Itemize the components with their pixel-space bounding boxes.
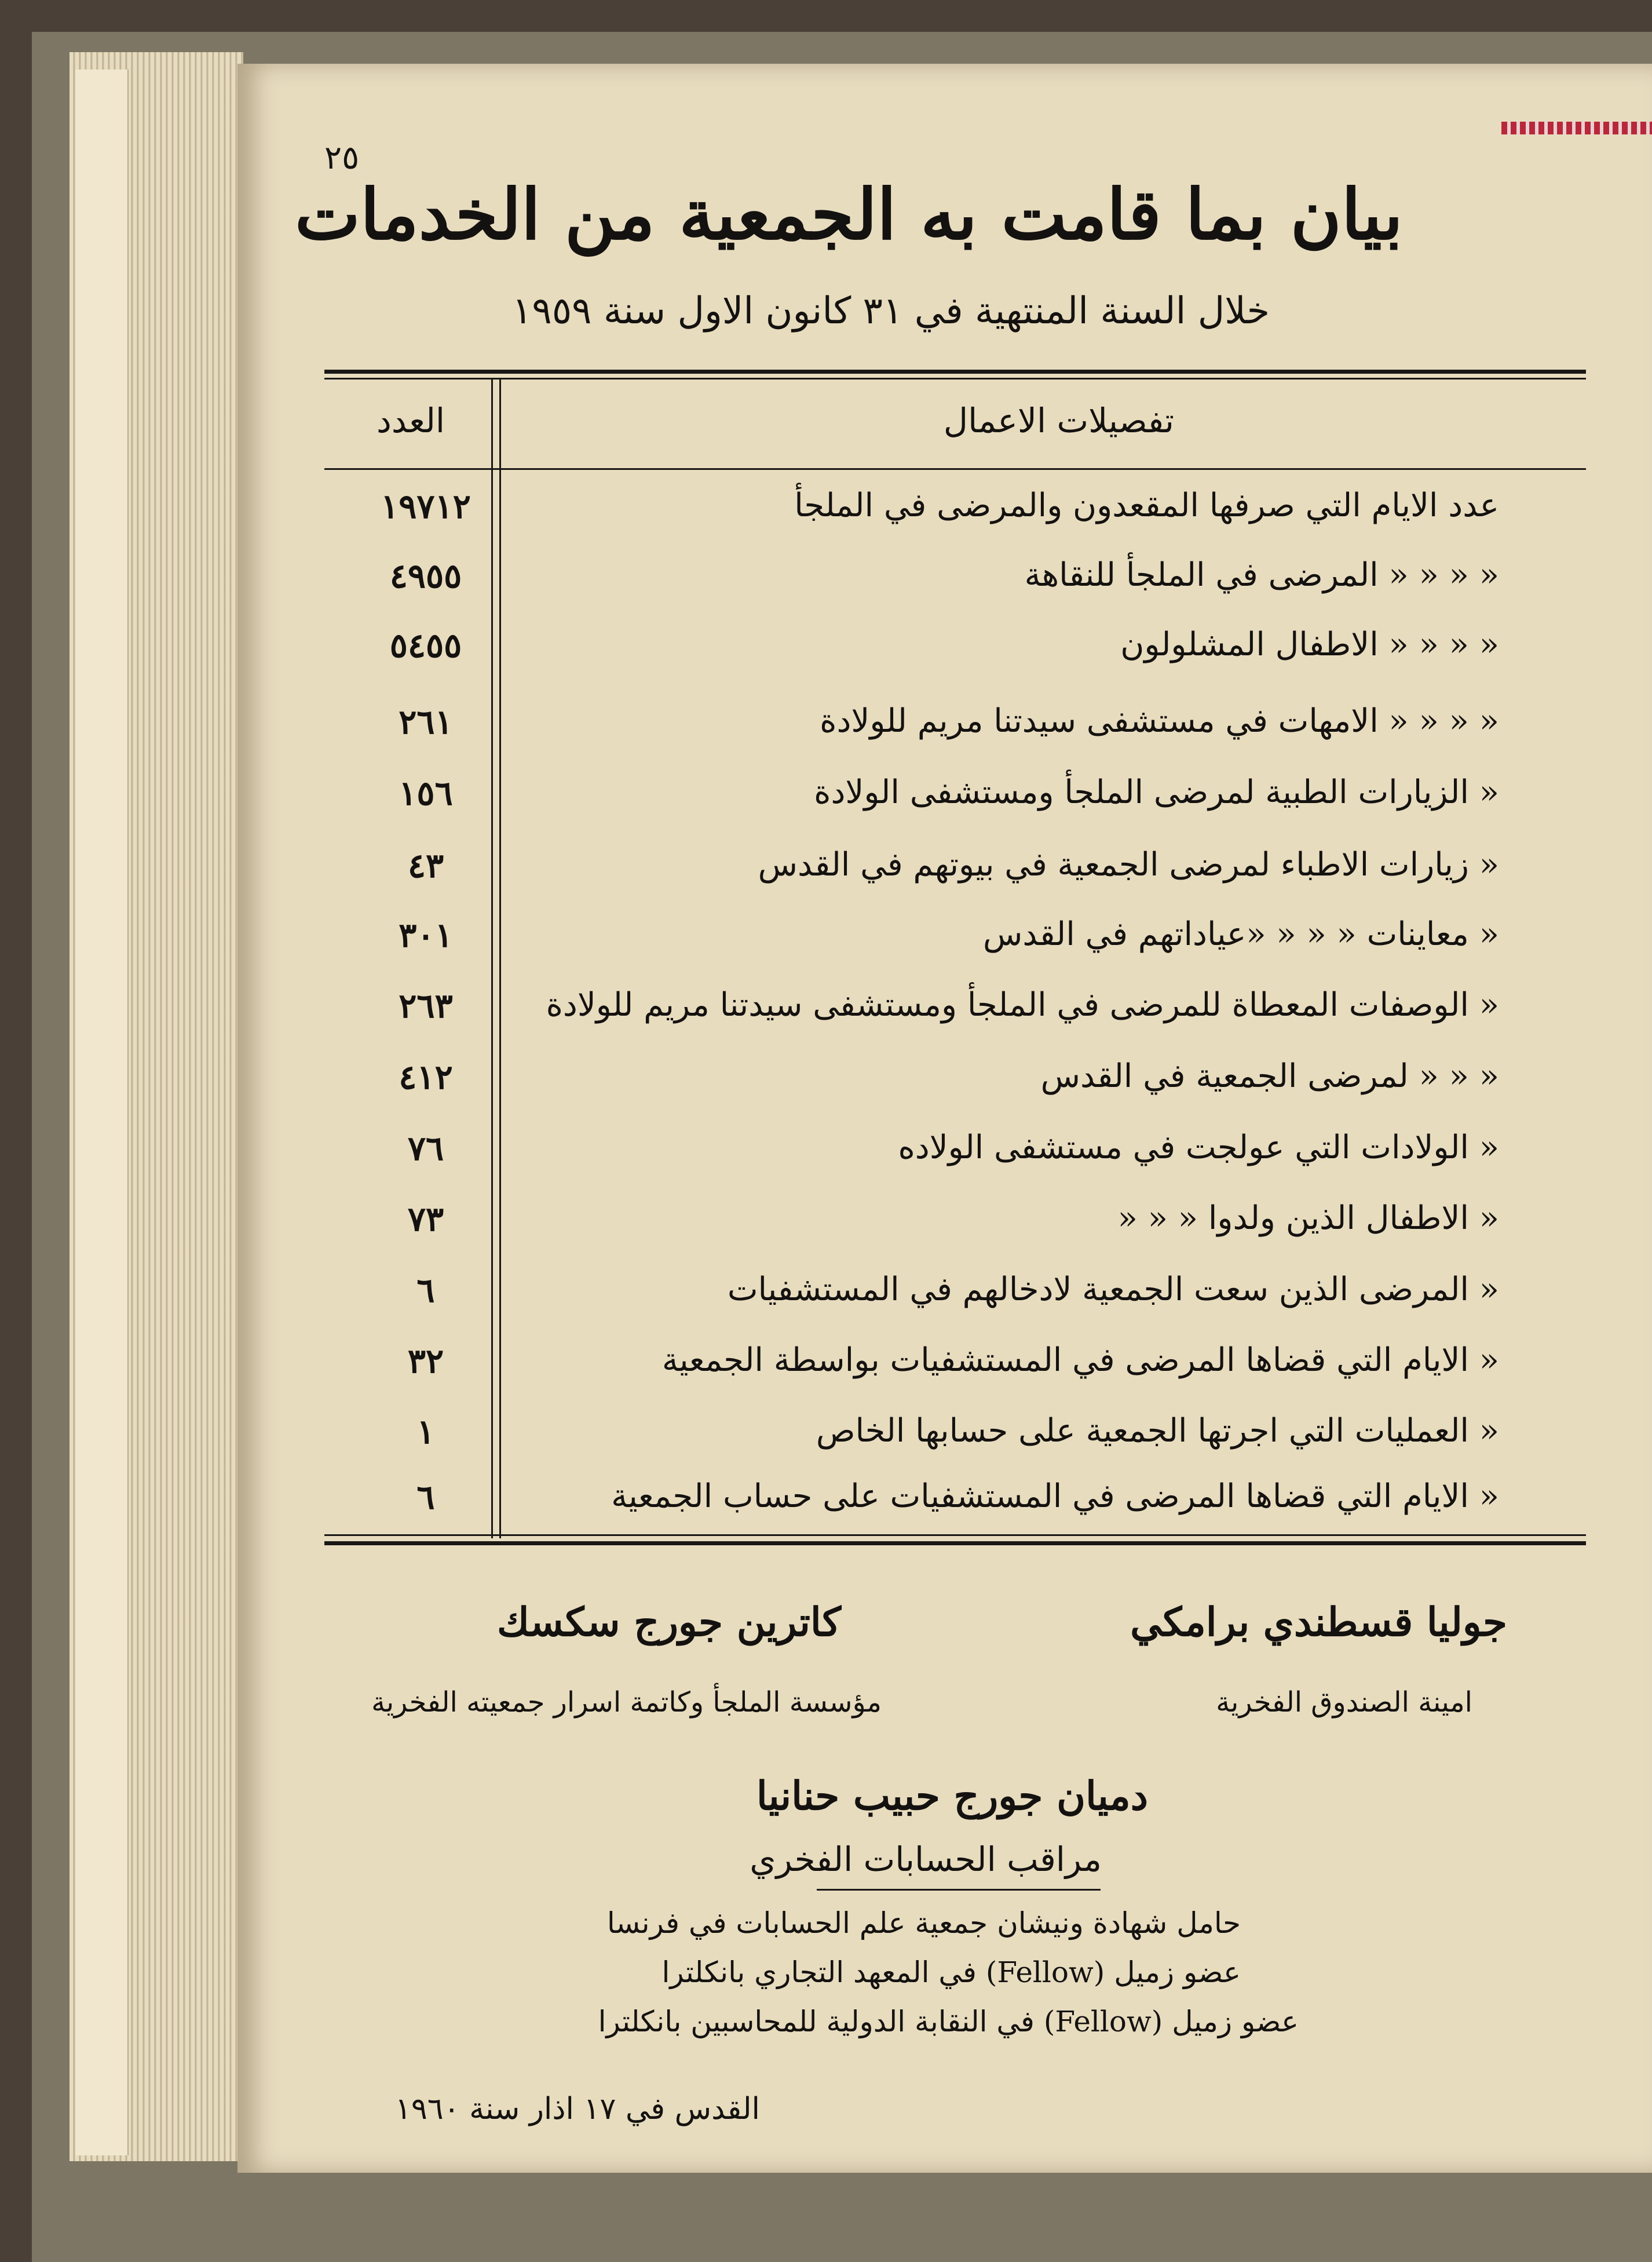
row-description: « الايام التي قضاها المرضى في المستشفيات على حساب الجمعية bbox=[611, 1477, 1499, 1515]
auditor-credential: عضو زميل (Fellow) في المعهد التجاري بانكلترا bbox=[661, 1955, 1241, 1989]
row-description: « « « « المرضى في الملجأ للنقاهة bbox=[1024, 556, 1499, 594]
page-edge-strip bbox=[75, 70, 129, 2155]
table-top-rule bbox=[324, 370, 1586, 374]
row-count: ١٩٧١٢ bbox=[381, 487, 471, 526]
row-count: ٤١٢ bbox=[399, 1057, 453, 1097]
header-details: تفصيلات الاعمال bbox=[943, 401, 1174, 440]
row-description: « الاطفال الذين ولدوا « « « bbox=[1117, 1199, 1499, 1237]
row-count: ٣٠١ bbox=[399, 915, 453, 955]
row-description: « « « « الاطفال المشلولون bbox=[1120, 626, 1499, 663]
page-title: بيان بما قامت به الجمعية من الخدمات bbox=[294, 174, 1403, 256]
row-count: ٦ bbox=[416, 1271, 435, 1310]
row-description: « زيارات الاطباء لمرضى الجمعية في بيوتهم في القدس bbox=[758, 846, 1499, 884]
auditor-title: مراقب الحسابات الفخري bbox=[750, 1840, 1102, 1879]
table-header-rule bbox=[324, 468, 1586, 470]
row-description: « الولادات التي عولجت في مستشفى الولاده bbox=[898, 1129, 1499, 1166]
table-row bbox=[324, 487, 1586, 555]
table-row bbox=[324, 1477, 1586, 1546]
table-row bbox=[324, 626, 1586, 694]
row-description: عدد الايام التي صرفها المقعدون والمرضى في الملجأ bbox=[794, 487, 1499, 524]
row-count: ٦ bbox=[416, 1477, 435, 1517]
auditor-name: دميان جورج حبيب حنانيا bbox=[756, 1773, 1148, 1819]
row-description: « الزيارات الطبية لمرضى الملجأ ومستشفى الولادة bbox=[814, 774, 1499, 811]
page-subtitle: خلال السنة المنتهية في ٣١ كانون الاول سنة ١٩٥٩ bbox=[512, 290, 1270, 333]
table-row bbox=[324, 702, 1586, 771]
row-count: ٢٦٣ bbox=[399, 986, 453, 1026]
table-row bbox=[324, 1057, 1586, 1126]
row-count: ٢٦١ bbox=[399, 702, 453, 742]
table-row bbox=[324, 556, 1586, 625]
table-row bbox=[324, 1271, 1586, 1339]
treasurer-role: امينة الصندوق الفخرية bbox=[1216, 1686, 1472, 1719]
table-top-rule-thin bbox=[324, 378, 1586, 380]
header-count: العدد bbox=[377, 401, 445, 440]
row-description: « معاينات « « « «عياداتهم في القدس bbox=[983, 915, 1499, 953]
table-row bbox=[324, 915, 1586, 984]
table-row bbox=[324, 986, 1586, 1055]
document-date: القدس في ١٧ اذار سنة ١٩٦٠ bbox=[394, 2092, 760, 2126]
row-count: ٧٦ bbox=[407, 1129, 444, 1168]
auditor-title-underline bbox=[817, 1889, 1101, 1891]
row-description: « العمليات التي اجرتها الجمعية على حسابها الخاص bbox=[816, 1412, 1499, 1450]
row-description: « الايام التي قضاها المرضى في المستشفيات بواسطة الجمعية bbox=[661, 1341, 1499, 1379]
row-count: ٣٢ bbox=[407, 1341, 444, 1381]
row-description: « « « لمرضى الجمعية في القدس bbox=[1040, 1057, 1499, 1095]
table-row bbox=[324, 1199, 1586, 1268]
row-description: « « « « الامهات في مستشفى سيدتنا مريم للولادة bbox=[820, 702, 1499, 740]
row-count: ٤٩٥٥ bbox=[389, 556, 462, 596]
row-count: ٧٣ bbox=[407, 1199, 444, 1239]
row-description: « المرضى الذين سعت الجمعية لادخالهم في المستشفيات bbox=[727, 1271, 1499, 1308]
page-number: ٢٥ bbox=[324, 139, 360, 177]
treasurer-name: جوليا قسطندي برامكي bbox=[1130, 1599, 1507, 1646]
table-row bbox=[324, 1129, 1586, 1197]
table-row bbox=[324, 774, 1586, 842]
founder-role: مؤسسة الملجأ وكاتمة اسرار جمعيته الفخرية bbox=[371, 1686, 882, 1719]
auditor-credential: عضو زميل (Fellow) في النقابة الدولية للمحاسبين بانكلترا bbox=[598, 2005, 1299, 2038]
row-description: « الوصفات المعطاة للمرضى في الملجأ ومستشفى سيدتنا مريم للولادة bbox=[546, 986, 1499, 1024]
row-count: ٤٣ bbox=[407, 846, 444, 885]
table-row bbox=[324, 1412, 1586, 1480]
founder-name: كاترين جورج سكسك bbox=[497, 1599, 841, 1646]
bookmark-ribbon bbox=[1501, 122, 1652, 134]
row-count: ١٥٦ bbox=[399, 774, 453, 813]
auditor-credential: حامل شهادة ونيشان جمعية علم الحسابات في فرنسا bbox=[606, 1906, 1241, 1940]
row-count: ١ bbox=[416, 1412, 435, 1451]
table-row bbox=[324, 846, 1586, 914]
table-row bbox=[324, 1341, 1586, 1410]
row-count: ٥٤٥٥ bbox=[389, 626, 462, 665]
